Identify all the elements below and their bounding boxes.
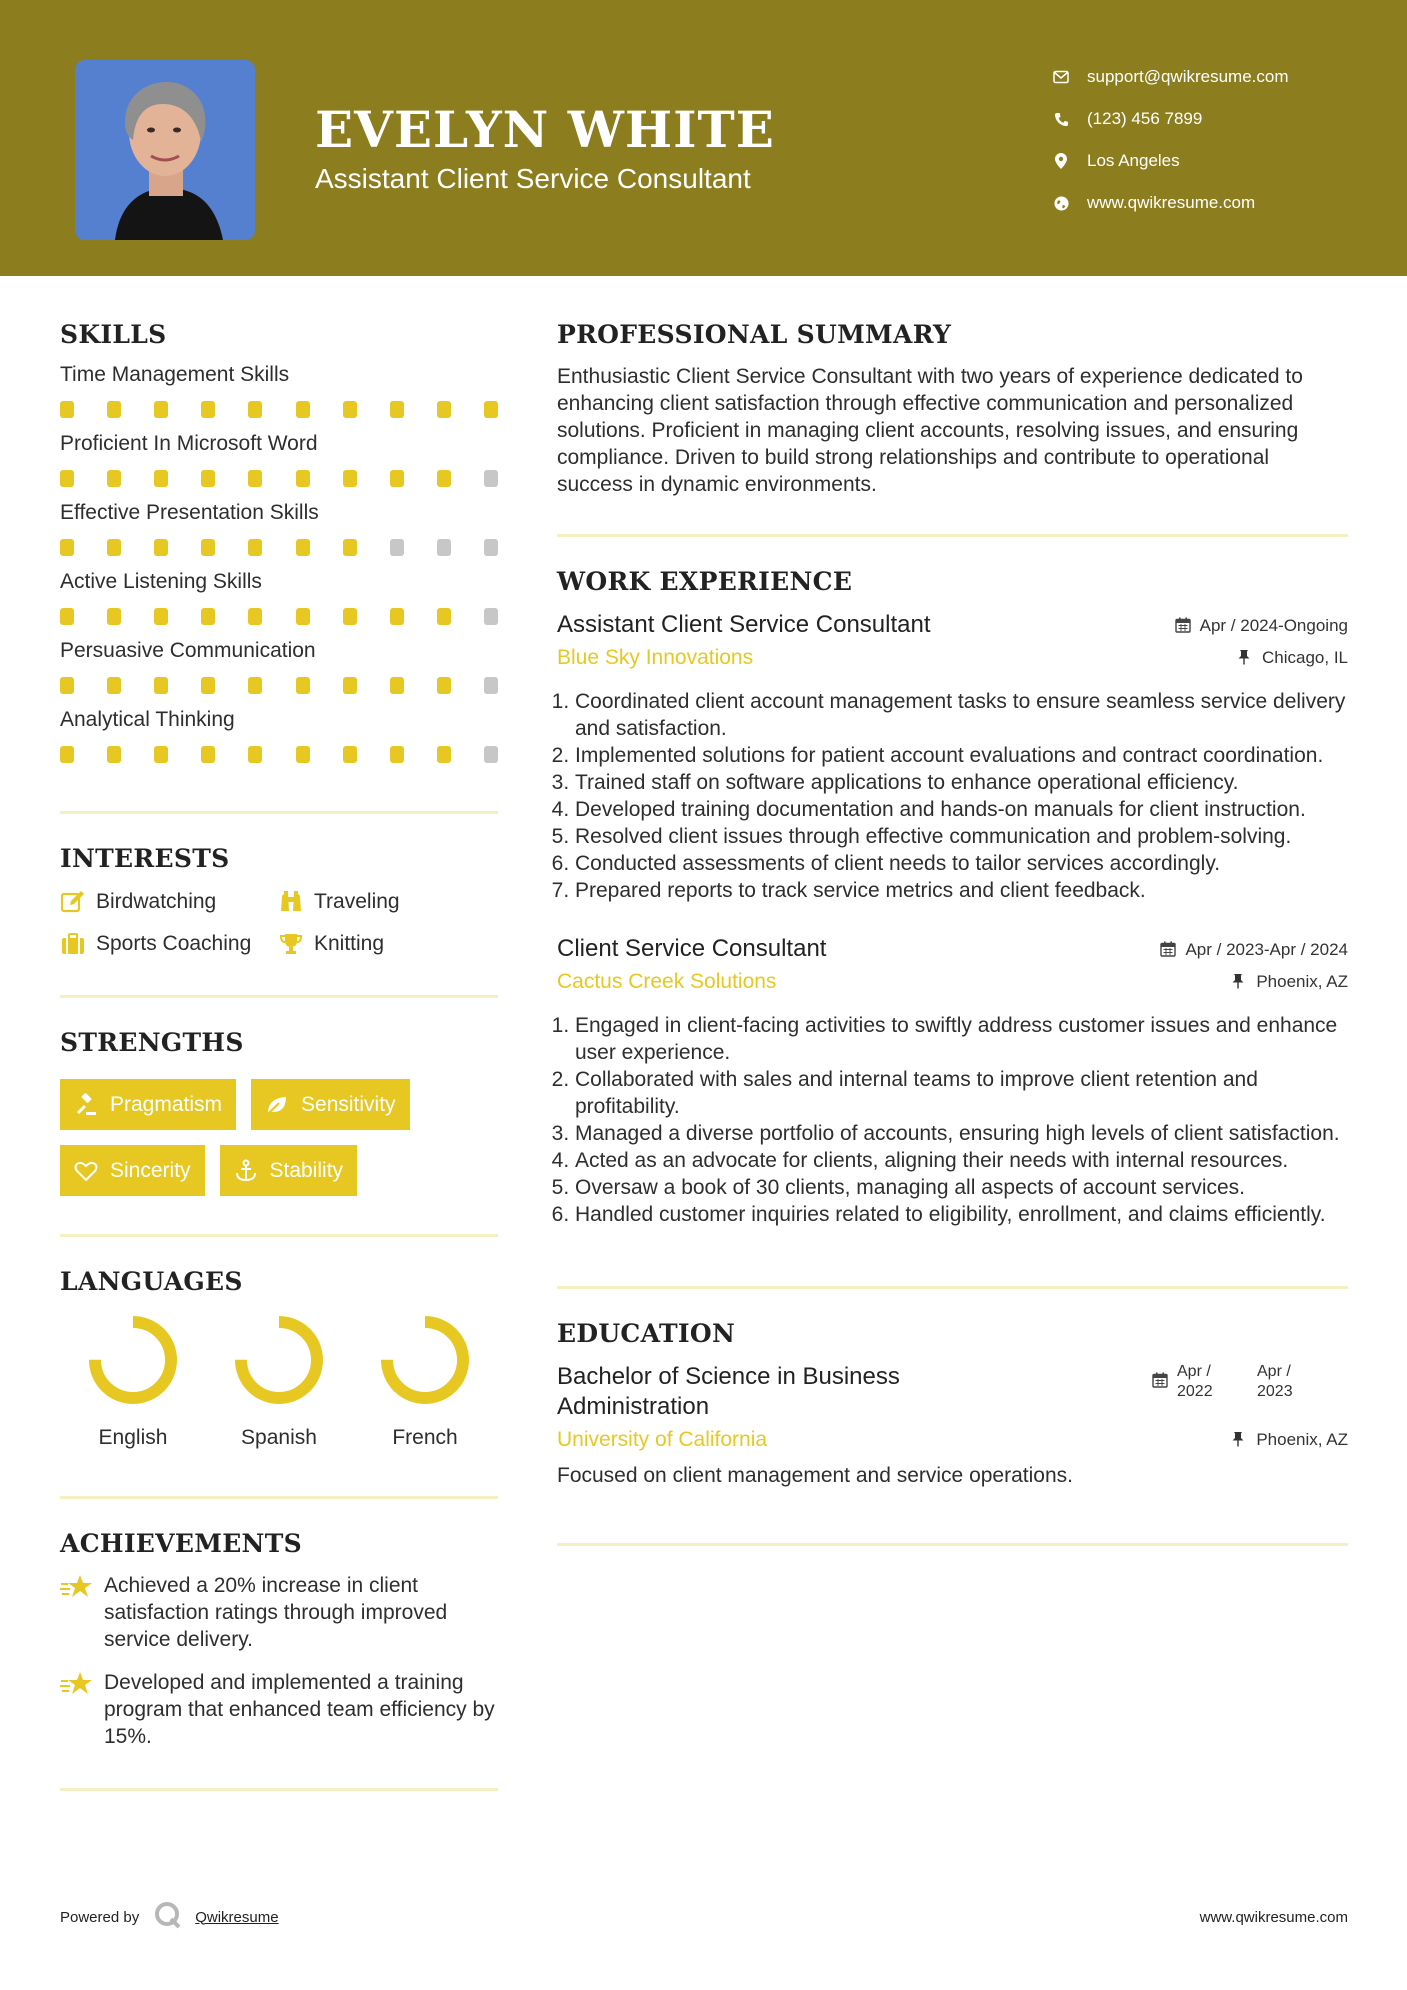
rating-dot-filled: [343, 401, 357, 418]
section-divider: [557, 1286, 1348, 1289]
section-divider: [60, 1234, 498, 1237]
job-location-text: Phoenix, AZ: [1256, 972, 1348, 991]
resume-header: [0, 0, 1407, 276]
skill-name: Persuasive Communication: [60, 639, 316, 662]
duty-item: 5. Oversaw a book of 30 clients, managing all aspects of account services.: [575, 1174, 1348, 1201]
education-end: [1257, 1362, 1337, 1402]
summary-text: Enthusiastic Client Service Consultant with two years of experience dedicated to enhancing client satisfaction through effective communication and personalized solutions. Proficient in managing client accounts, resolving issues, and ensuring compliance. Driven to build strong relationships and contribute to operational success in dynamic environments.: [557, 365, 1303, 496]
contact-location-text: Los Angeles: [1087, 151, 1180, 170]
rating-dot-filled: [343, 539, 357, 556]
candidate-title: Assistant Client Service Consultant: [315, 163, 751, 194]
rating-dot-filled: [154, 677, 168, 694]
rating-dot-filled: [296, 470, 310, 487]
rating-dot-empty: [484, 539, 498, 556]
rating-dot-filled: [60, 539, 74, 556]
company-name: Blue Sky Innovations: [557, 646, 754, 669]
duty-item: 4. Acted as an advocate for clients, aligning their needs with internal resources.: [575, 1147, 1348, 1174]
duty-item: 2. Collaborated with sales and internal teams to improve client retention and profitability.: [575, 1066, 1348, 1120]
section-title-education: EDUCATION: [557, 1319, 736, 1348]
duty-item: 6. Conducted assessments of client needs to tailor services accordingly.: [575, 850, 1348, 877]
skill-name: Time Management Skills: [60, 363, 290, 386]
trophy-icon: [278, 931, 304, 957]
duty-item: 6. Handled customer inquiries related to eligibility, enrollment, and claims efficiently.: [575, 1201, 1348, 1228]
footer-url[interactable]: www.qwikresume.com: [1199, 1908, 1348, 1926]
rating-dot-empty: [484, 677, 498, 694]
skill-item: [60, 639, 498, 694]
duty-item: 3. Managed a diverse portfolio of accounts, ensuring high levels of client satisfaction.: [575, 1120, 1348, 1147]
skill-rating: [60, 539, 498, 556]
rating-dot-filled: [248, 608, 262, 625]
section-title-work: WORK EXPERIENCE: [557, 567, 853, 596]
calendar-icon: [1175, 617, 1193, 635]
education-end-month: Apr /: [1257, 1363, 1291, 1380]
rating-dot-filled: [60, 746, 74, 763]
language-item: [206, 1314, 352, 1450]
contact-list: [1050, 56, 1390, 224]
section-title-strengths: STRENGTHS: [60, 1028, 244, 1057]
strength-label: Pragmatism: [110, 1092, 223, 1116]
job-location: [1231, 972, 1348, 992]
skill-item: [60, 501, 498, 556]
briefcase-icon: [60, 931, 86, 957]
skill-item: [60, 708, 498, 763]
phone-icon: [1050, 108, 1072, 130]
education-date: [1152, 1362, 1348, 1402]
strength-tag: [220, 1145, 358, 1196]
brand-link[interactable]: Qwikresume: [195, 1908, 279, 1926]
company-name: Cactus Creek Solutions: [557, 970, 777, 993]
rating-dot-filled: [201, 746, 215, 763]
rating-dot-filled: [390, 746, 404, 763]
achievements-list: [60, 1572, 498, 1750]
rating-dot-filled: [60, 608, 74, 625]
rating-dot-filled: [154, 539, 168, 556]
contact-website[interactable]: [1050, 182, 1390, 224]
duty-item: 2. Implemented solutions for patient account evaluations and contract coordination.: [575, 742, 1348, 769]
language-name: Spanish: [241, 1426, 317, 1449]
section-title-summary: PROFESSIONAL SUMMARY: [557, 320, 952, 349]
contact-phone-text: (123) 456 7899: [1087, 109, 1203, 128]
powered-by-text: Powered by: [60, 1908, 140, 1926]
education-location-text: Phoenix, AZ: [1256, 1430, 1348, 1449]
rating-dot-filled: [296, 401, 310, 418]
section-divider: [60, 1496, 498, 1499]
education-entry: [557, 1362, 1348, 1489]
right-column: [557, 320, 1348, 1546]
achievement-text: Achieved a 20% increase in client satisfaction ratings through improved service delivery.: [104, 1574, 448, 1651]
rating-dot-filled: [296, 746, 310, 763]
left-column: [60, 320, 498, 1791]
rating-dot-filled: [60, 401, 74, 418]
skill-rating: [60, 401, 498, 418]
section-divider: [60, 995, 498, 998]
skill-name: Proficient In Microsoft Word: [60, 432, 318, 455]
interest-item: [60, 889, 278, 915]
skill-item: [60, 570, 498, 625]
profile-photo: [75, 60, 255, 240]
language-level-ring: [87, 1314, 179, 1406]
job-entry: [557, 610, 1348, 904]
education-start: [1177, 1362, 1257, 1402]
interest-item: [278, 889, 498, 915]
contact-location: [1050, 140, 1390, 182]
rating-dot-filled: [343, 677, 357, 694]
strengths-list: [60, 1079, 498, 1196]
contact-website-text: www.qwikresume.com: [1087, 193, 1256, 212]
job-entry: [557, 934, 1348, 1228]
rating-dot-filled: [154, 746, 168, 763]
duty-item: 3. Trained staff on software applications to enhance operational efficiency.: [575, 769, 1348, 796]
pushpin-icon: [1231, 1431, 1249, 1449]
leaf-icon: [265, 1093, 289, 1117]
duty-item: 1. Coordinated client account management tasks to ensure seamless service delivery and satisfaction.: [575, 688, 1348, 742]
rating-dot-filled: [343, 608, 357, 625]
interest-label: Knitting: [314, 932, 385, 955]
rating-dot-empty: [390, 539, 404, 556]
rating-dot-filled: [343, 746, 357, 763]
interest-label: Birdwatching: [96, 890, 217, 913]
section-divider: [60, 811, 498, 814]
duty-item: 7. Prepared reports to track service metrics and client feedback.: [575, 877, 1348, 904]
rating-dot-filled: [60, 677, 74, 694]
pushpin-icon: [1231, 973, 1249, 991]
shooting-star-icon: [60, 1572, 94, 1602]
rating-dot-empty: [437, 539, 451, 556]
qwikresume-logo-icon: [153, 1900, 183, 1934]
shooting-star-icon: [60, 1669, 94, 1699]
education-start-year: 2022: [1177, 1383, 1213, 1400]
achievement-text: Developed and implemented a training program that enhanced team efficiency by 15%.: [104, 1671, 495, 1748]
language-name: French: [392, 1426, 458, 1449]
job-location: [1237, 648, 1348, 668]
contact-phone[interactable]: [1050, 98, 1390, 140]
job-title: Client Service Consultant: [557, 935, 827, 962]
job-date: [1175, 616, 1348, 636]
rating-dot-empty: [484, 470, 498, 487]
section-divider: [557, 1543, 1348, 1546]
rating-dot-filled: [390, 608, 404, 625]
powered-by: [60, 1900, 279, 1934]
degree-title: Bachelor of Science in Business Administration: [557, 1363, 900, 1420]
rating-dot-filled: [484, 401, 498, 418]
education-end-year: 2023: [1257, 1383, 1293, 1400]
strength-label: Stability: [269, 1158, 344, 1182]
rating-dot-filled: [107, 470, 121, 487]
rating-dot-filled: [437, 401, 451, 418]
rating-dot-filled: [437, 608, 451, 625]
strength-tag: [60, 1079, 236, 1130]
interest-label: Sports Coaching: [96, 932, 252, 955]
strength-label: Sensitivity: [301, 1092, 396, 1116]
skills-list: [60, 363, 498, 763]
achievement-item: [60, 1669, 498, 1750]
calendar-icon: [1160, 941, 1178, 959]
section-title-languages: LANGUAGES: [60, 1267, 243, 1296]
duty-item: 5. Resolved client issues through effective communication and problem-solving.: [575, 823, 1348, 850]
rating-dot-filled: [201, 677, 215, 694]
rating-dot-filled: [390, 470, 404, 487]
rating-dot-filled: [390, 677, 404, 694]
interest-item: [60, 931, 278, 957]
rating-dot-filled: [201, 539, 215, 556]
heart-icon: [74, 1159, 98, 1183]
rating-dot-filled: [296, 677, 310, 694]
skill-name: Analytical Thinking: [60, 708, 235, 731]
rating-dot-filled: [60, 470, 74, 487]
section-title-achievements: ACHIEVEMENTS: [60, 1529, 302, 1558]
contact-email[interactable]: [1050, 56, 1390, 98]
rating-dot-filled: [437, 677, 451, 694]
rating-dot-filled: [107, 746, 121, 763]
rating-dot-filled: [107, 401, 121, 418]
rating-dot-filled: [248, 746, 262, 763]
language-item: [60, 1314, 206, 1450]
rating-dot-filled: [248, 401, 262, 418]
job-date: [1160, 940, 1348, 960]
education-start-month: Apr /: [1177, 1363, 1211, 1380]
skill-name: Active Listening Skills: [60, 570, 262, 593]
duty-item: 4. Developed training documentation and hands-on manuals for client instruction.: [575, 796, 1348, 823]
rating-dot-filled: [248, 539, 262, 556]
binoculars-icon: [278, 889, 304, 915]
rating-dot-filled: [107, 539, 121, 556]
rating-dot-empty: [484, 608, 498, 625]
section-divider: [557, 534, 1348, 537]
section-divider: [60, 1788, 498, 1791]
rating-dot-filled: [296, 539, 310, 556]
rating-dot-filled: [154, 608, 168, 625]
anchor-icon: [234, 1159, 258, 1183]
rating-dot-filled: [296, 608, 310, 625]
job-date-text: Apr / 2023-Apr / 2024: [1185, 940, 1348, 959]
globe-icon: [1050, 192, 1072, 214]
duty-item: 1. Engaged in client-facing activities to swiftly address customer issues and enhance user experience.: [575, 1012, 1348, 1066]
rating-dot-filled: [248, 470, 262, 487]
interest-item: [278, 931, 498, 957]
skill-rating: [60, 746, 498, 763]
candidate-name: EVELYN WHITE: [315, 100, 775, 159]
job-location-text: Chicago, IL: [1262, 648, 1348, 667]
education-location: [1231, 1430, 1348, 1450]
rating-dot-filled: [201, 608, 215, 625]
language-level-ring: [233, 1314, 325, 1406]
strength-tag: [251, 1079, 410, 1130]
interest-label: Traveling: [314, 890, 400, 913]
rating-dot-filled: [437, 470, 451, 487]
rating-dot-empty: [484, 746, 498, 763]
rating-dot-filled: [248, 677, 262, 694]
school-name: University of California: [557, 1428, 768, 1451]
skill-rating: [60, 470, 498, 487]
rating-dot-filled: [154, 401, 168, 418]
contact-email-text: support@qwikresume.com: [1087, 67, 1289, 86]
rating-dot-filled: [107, 608, 121, 625]
languages-list: [60, 1314, 498, 1450]
skill-rating: [60, 677, 498, 694]
gavel-icon: [74, 1093, 98, 1117]
pencil-square-icon: [60, 889, 86, 915]
skill-name: Effective Presentation Skills: [60, 501, 319, 524]
rating-dot-filled: [437, 746, 451, 763]
envelope-icon: [1050, 66, 1072, 88]
map-pin-icon: [1050, 150, 1072, 172]
job-title: Assistant Client Service Consultant: [557, 611, 931, 638]
skill-rating: [60, 608, 498, 625]
footer: [60, 1900, 1348, 1934]
strength-label: Sincerity: [110, 1158, 191, 1182]
language-level-ring: [379, 1314, 471, 1406]
section-title-interests: INTERESTS: [60, 844, 230, 873]
pushpin-icon: [1237, 649, 1255, 667]
strength-tag: [60, 1145, 205, 1196]
rating-dot-filled: [201, 470, 215, 487]
rating-dot-filled: [154, 470, 168, 487]
skill-item: [60, 432, 498, 487]
rating-dot-filled: [343, 470, 357, 487]
rating-dot-filled: [107, 677, 121, 694]
rating-dot-filled: [390, 401, 404, 418]
rating-dot-filled: [201, 401, 215, 418]
calendar-icon: [1152, 1372, 1170, 1390]
language-item: [352, 1314, 498, 1450]
job-date-text: Apr / 2024-Ongoing: [1199, 616, 1348, 635]
section-title-skills: SKILLS: [60, 320, 167, 349]
job-duties: [557, 688, 1348, 904]
job-duties: [557, 1012, 1348, 1228]
skill-item: [60, 363, 498, 418]
interests-list: [60, 889, 498, 957]
achievement-item: [60, 1572, 498, 1653]
education-description: Focused on client management and service operations.: [557, 1464, 1073, 1487]
language-name: English: [98, 1426, 168, 1449]
